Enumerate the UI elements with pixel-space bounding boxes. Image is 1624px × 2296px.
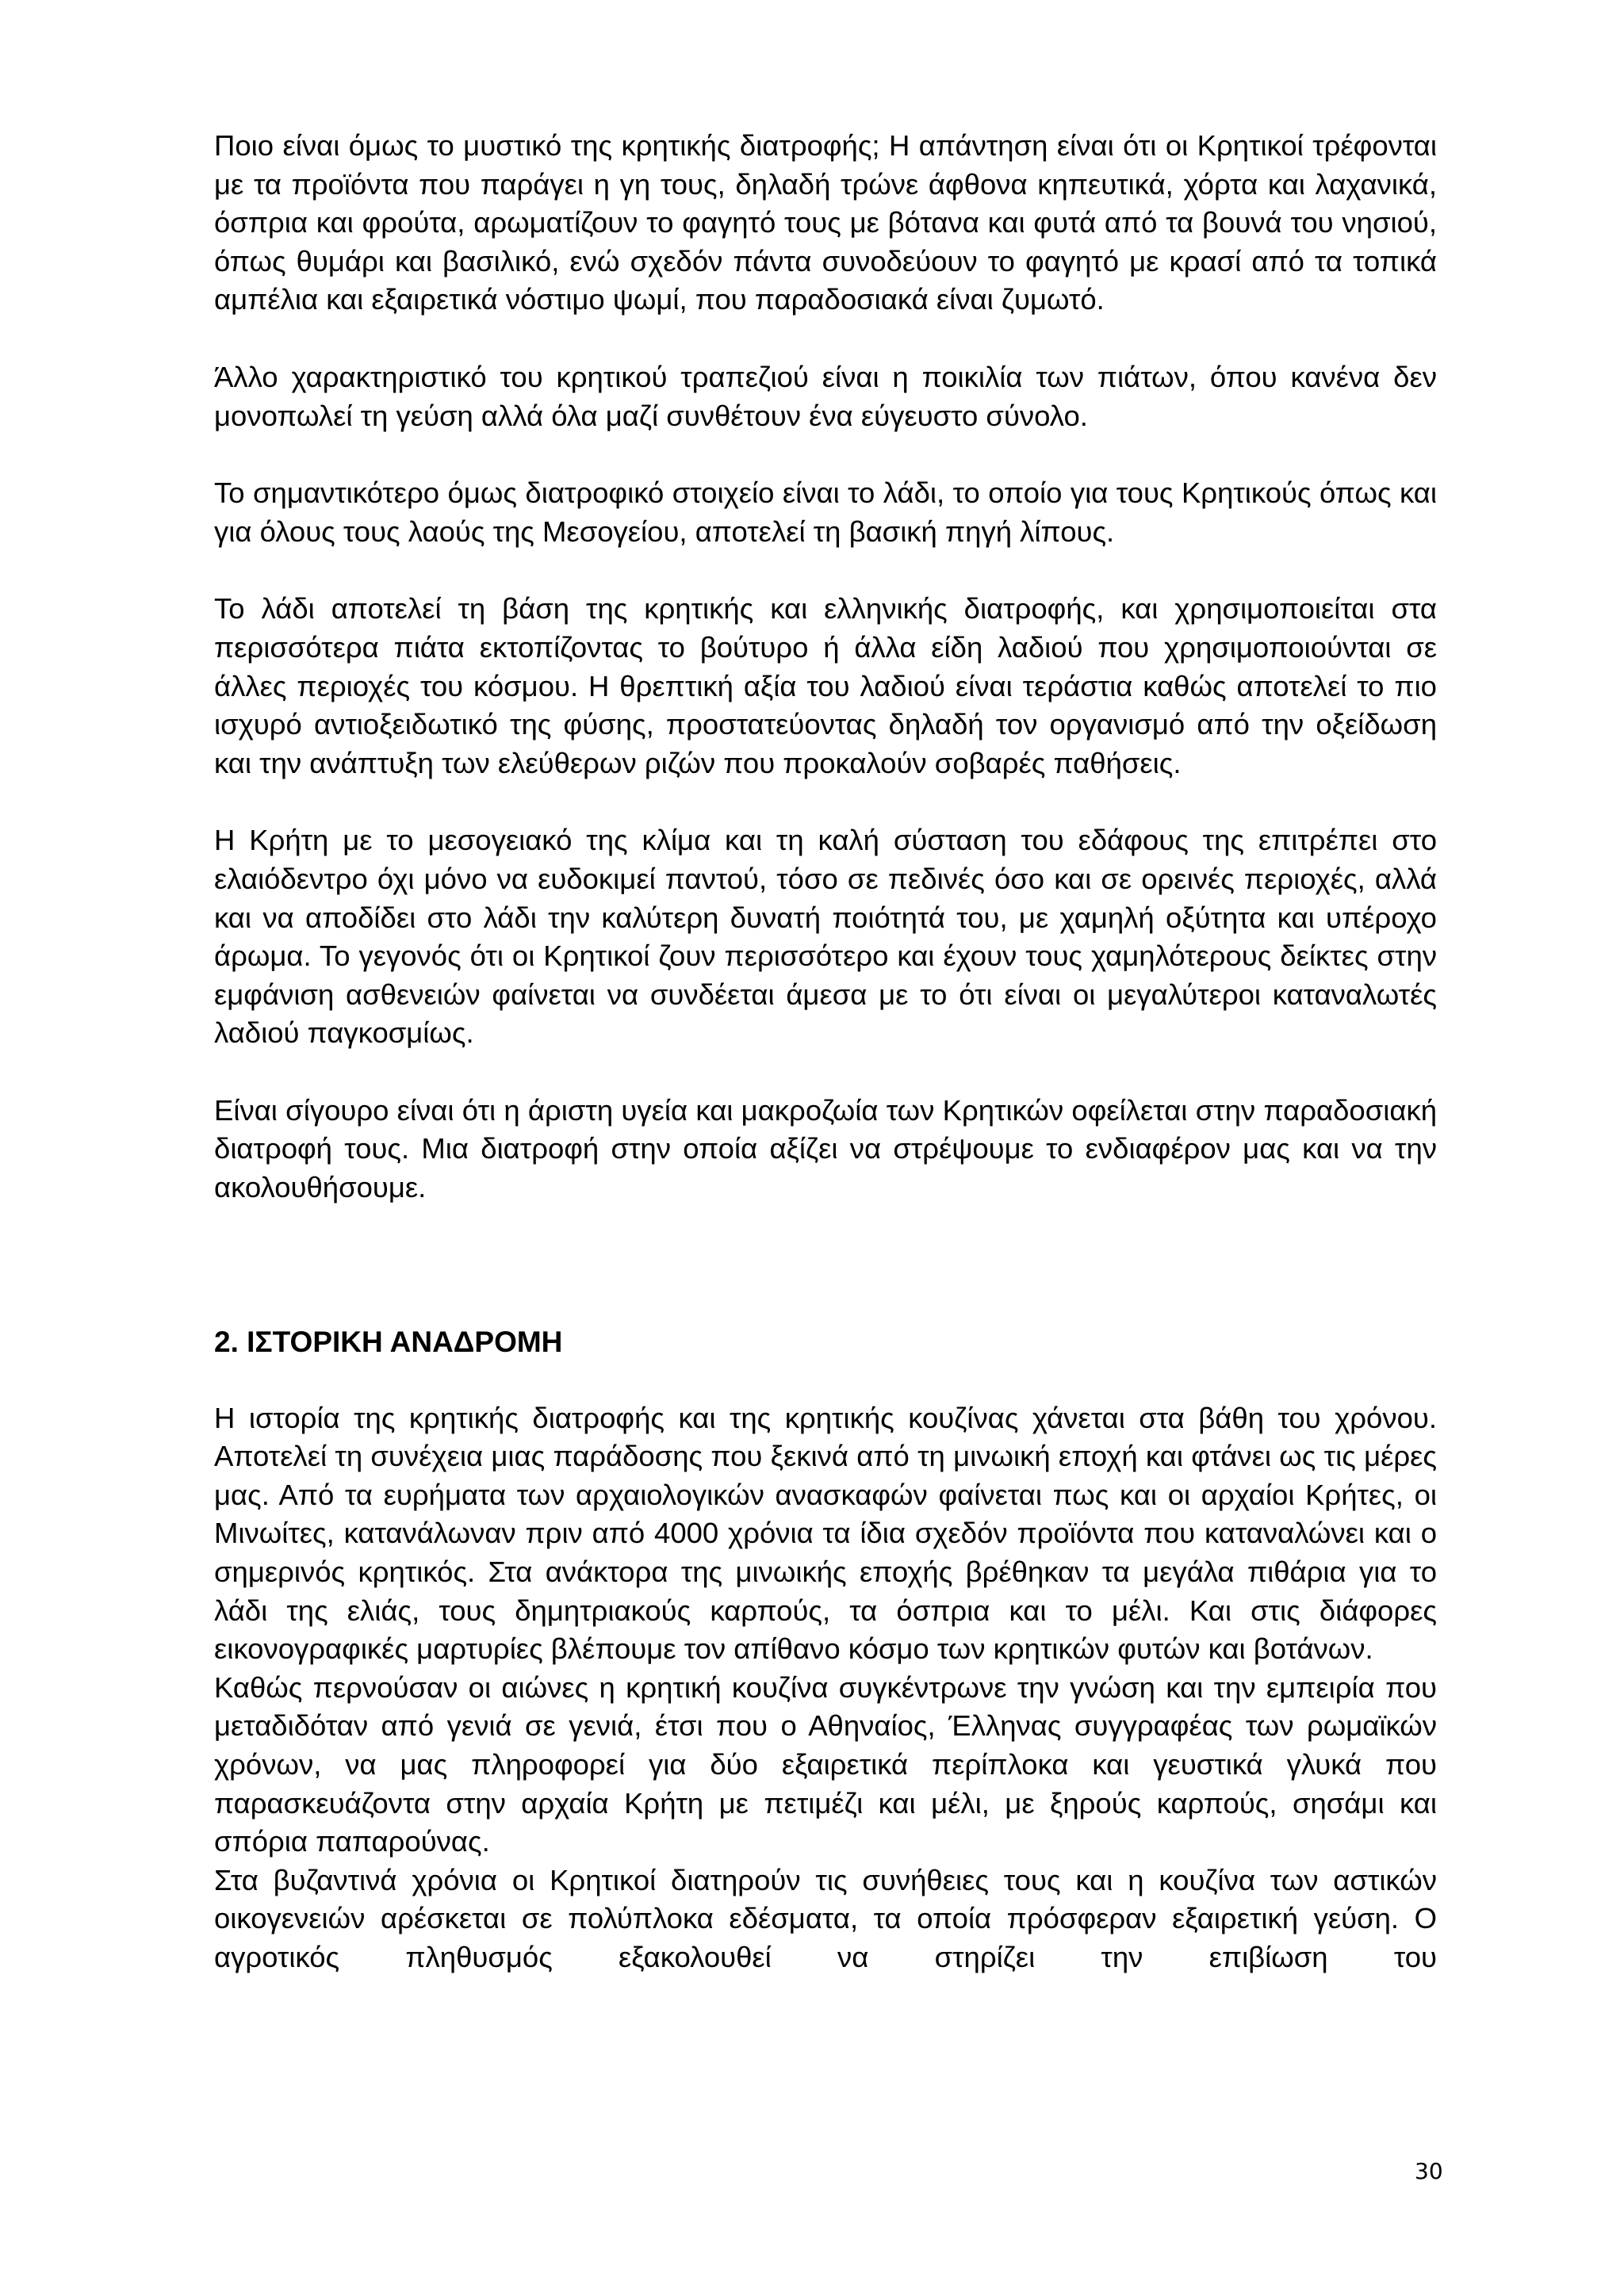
paragraph-history-byzantine: Στα βυζαντινά χρόνια οι Κρητικοί διατηρούν τις συνήθειες τους και η κουζίνα των αστικών οικογενειών αρέσκεται σε πολύπλοκα εδέσματα, τα οποία πρόσφεραν εξαιρετική γεύση. Ο αγροτικός πληθυσμός εξακολουθεί να στηρίζει την επιβίωση του — [214, 1863, 1437, 1973]
paragraph-history-centuries: Καθώς περνούσαν οι αιώνες η κρητική κουζίνα συγκέντρωνε την γνώση και την εμπειρία που μεταδιδόταν από γενιά σε γενιά, έτσι που ο Αθηναίος, Έλληνας συγγραφέας των ρωμαϊκών χρόνων, να μας πληροφορεί για δύο εξαιρετικά περίπλοκα και γευστικά γλυκά που παρασκευάζοντα στην αρχαία Κρήτη με πετιμέζι και μέλι, με ξηρούς καρπούς, σησάμι και σπόρια παπαρούνας. — [214, 1670, 1437, 1858]
paragraph-olive-oil-base: Το λάδι αποτελεί τη βάση της κρητικής και ελληνικής διατροφής, και χρησιμοποιείται στα περισσότερα πιάτα εκτοπίζοντας το βούτυρο ή άλλα είδη λαδιού που χρησιμοποιούνται σε άλλες περιοχές του κόσμου. Η θρεπτική αξία του λαδιού είναι τεράστια καθώς αποτελεί το πιο ισχυρό αντιοξειδωτικό της φύσης, προστατεύοντας δηλαδή τον οργανισμό από την οξείδωση και την ανάπτυξη των ελεύθερων ριζών που προκαλούν σοβαρές παθήσεις. — [214, 592, 1437, 779]
page-number: 30 — [1415, 2158, 1443, 2184]
paragraph-dish-variety: Άλλο χαρακτηριστικό του κρητικού τραπεζιού είναι η ποικιλία των πιάτων, όπου κανένα δεν μονοπωλεί τη γεύση αλλά όλα μαζί συνθέτουν ένα εύγευστο σύνολο. — [214, 360, 1437, 432]
paragraph-cretan-diet-secret: Ποιο είναι όμως το μυστικό της κρητικής διατροφής; Η απάντηση είναι ότι οι Κρητικοί τρέφονται με τα προϊόντα που παράγει η γη τους, δηλαδή τρώνε άφθονα κηπευτικά, χόρτα και λαχανικά, όσπρια και φρούτα, αρωματίζουν το φαγητό τους με βότανα και φυτά από τα βουνά του νησιού, όπως θυμάρι και βασιλικό, ενώ σχεδόν πάντα συνοδεύουν το φαγητό με κρασί από τα τοπικά αμπέλια και εξαιρετικά νόστιμο ψωμί, που παραδοσιακά είναι ζυμωτό. — [214, 129, 1437, 316]
section-heading: 2. ΙΣΤΟΡΙΚΗ ΑΝΑΔΡΟΜΗ — [214, 1325, 563, 1358]
paragraph-olive-oil-importance: Το σημαντικότερο όμως διατροφικό στοιχείο είναι το λάδι, το οποίο για τους Κρητικούς όπως και για όλους τους λαούς της Μεσογείου, αποτελεί τη βασική πηγή λίπους. — [214, 476, 1437, 548]
paragraph-health-longevity: Είναι σίγουρο είναι ότι η άριστη υγεία και μακροζωία των Κρητικών οφείλεται στην παραδοσιακή διατροφή τους. Μια διατροφή στην οποία αξίζει να στρέψουμε το ενδιαφέρον μας και να την ακολουθήσουμε. — [214, 1093, 1437, 1204]
document-page — [214, 127, 1437, 1977]
paragraph-history-origins: Η ιστορία της κρητικής διατροφής και της κρητικής κουζίνας χάνεται στα βάθη του χρόνου. Αποτελεί τη συνέχεια μιας παράδοσης που ξεκινά από τη μινωική εποχή και φτάνει ως τις μέρες μας. Από τα ευρήματα των αρχαιολογικών ανασκαφών φαίνεται πως και οι αρχαίοι Κρήτες, οι Μινωίτες, κατανάλωναν πριν από 4000 χρόνια τα ίδια σχεδόν προϊόντα που καταναλώνει και ο σημερινός κρητικός. Στα ανάκτορα της μινωικής εποχής βρέθηκαν τα μεγάλα πιθάρια για το λάδι της ελιάς, τους δημητριακούς καρπούς, τα όσπρια και το μέλι. Και στις διάφορες εικονογραφικές μαρτυρίες βλέπουμε τον απίθανο κόσμο των κρητικών φυτών και βοτάνων. — [214, 1401, 1437, 1666]
paragraph-crete-climate: Η Κρήτη με το μεσογειακό της κλίμα και τη καλή σύσταση του εδάφους της επιτρέπει στο ελαιόδεντρο όχι μόνο να ευδοκιμεί παντού, τόσο σε πεδινές όσο και σε ορεινές περιοχές, αλλά και να αποδίδει στο λάδι την καλύτερη δυνατή ποιότητά του, με χαμηλή οξύτητα και υπέροχο άρωμα. Το γεγονός ότι οι Κρητικοί ζουν περισσότερο και έχουν τους χαμηλότερους δείκτες στην εμφάνιση ασθενειών φαίνεται να συνδέεται άμεσα με το ότι είναι οι μεγαλύτεροι καταναλωτές λαδιού παγκοσμίως. — [214, 824, 1437, 1050]
